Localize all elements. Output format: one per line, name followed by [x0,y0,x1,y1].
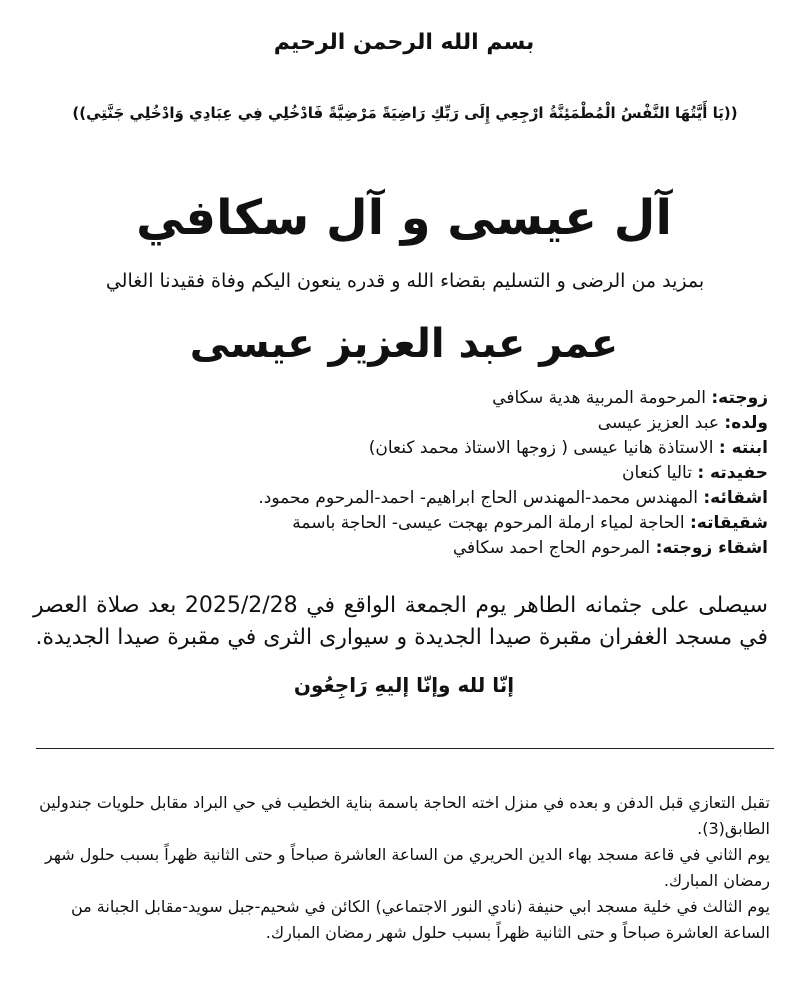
closing-phrase: إنّا لله وإنّا إليهِ رَاجِعُون [293,673,515,697]
relative-value: المرحوم الحاج احمد سكافي [452,538,651,558]
relative-row-granddaughter [68,461,768,486]
relative-label: زوجته: [711,388,768,408]
relative-value: عبد العزيز عيسى [597,413,719,433]
relative-row-son [68,411,768,436]
relative-value: الحاجة لمياء ارملة المرحوم بهجت عيسى- الحاجة باسمة [292,513,685,533]
relative-row-brothers [68,486,768,511]
condolence-paragraph: يوم الثاني في قاعة مسجد بهاء الدين الحريري من الساعة العاشرة صباحاً و حتى الثانية ظهراً بسبب حلول شهر رمضان المبارك. [45,845,770,890]
relative-label: اشقاء زوجته: [655,538,768,558]
deceased-name: عمر عبد العزيز عيسى [189,321,619,367]
relative-value: الاستاذة هانيا عيسى ( زوجها الاستاذ محمد كنعان) [368,438,714,458]
relative-row-daughter [68,436,768,461]
condolence-paragraph: يوم الثالث في خلية مسجد ابي حنيفة (نادي النور الاجتماعي) الكائن في شحيم-جبل سويد-مقابل الجبانة من الساعة العاشرة صباحاً و حتى الثانية ظهراً بسبب حلول شهر رمضان المبارك. [70,897,770,942]
relative-value: تاليا كنعان [622,463,692,483]
relative-value: المهندس محمد-المهندس الحاج ابراهيم- احمد-المرحوم محمود. [258,488,698,508]
relative-row-wife-brothers [68,536,768,561]
condolences-section [30,790,770,946]
relative-value: المرحومة المربية هدية سكافي [492,388,706,408]
quran-verse: ((يَا أَيَّتُهَا النَّفْسُ الْمُطْمَئِنَّةُ ارْجِعِي إِلَى رَبِّكِ رَاضِيَةً مَرْضِيَّةً فَادْخُلِي فِي عِبَادِي وَادْخُلِي جَنَّتِي)) [72,104,738,122]
relative-label: ولده: [724,413,768,433]
relatives-list [68,386,768,561]
relative-row-sisters [68,511,768,536]
death-announcement: بمزيد من الرضى و التسليم بقضاء الله و قدره ينعون اليكم وفاة فقيدنا الغالي [105,270,705,292]
relative-label: ابنته : [718,438,768,458]
condolence-paragraph: تقبل التعازي قبل الدفن و بعده في منزل اخته الحاجة باسمة بناية الخطيب في حي البراد مقابل حلويات جندولين الطابق(3). [39,793,770,838]
relative-label: اشقائه: [703,488,768,508]
relative-label: حفيدته : [697,463,768,483]
family-names-title: آل عيسى و آل سكافي [136,190,672,246]
basmala-heading: بسم الله الرحمن الرحيم [273,30,535,55]
relative-row-wife [68,386,768,411]
section-divider [36,748,774,749]
funeral-details: سيصلى على جثمانه الطاهر يوم الجمعة الواقع في 2025/2/28 بعد صلاة العصر في مسجد الغفران مقبرة صيدا الجديدة و سيوارى الثرى في مقبرة صيدا الجديدة. [33,593,768,650]
relative-label: شقيقاته: [689,513,768,533]
